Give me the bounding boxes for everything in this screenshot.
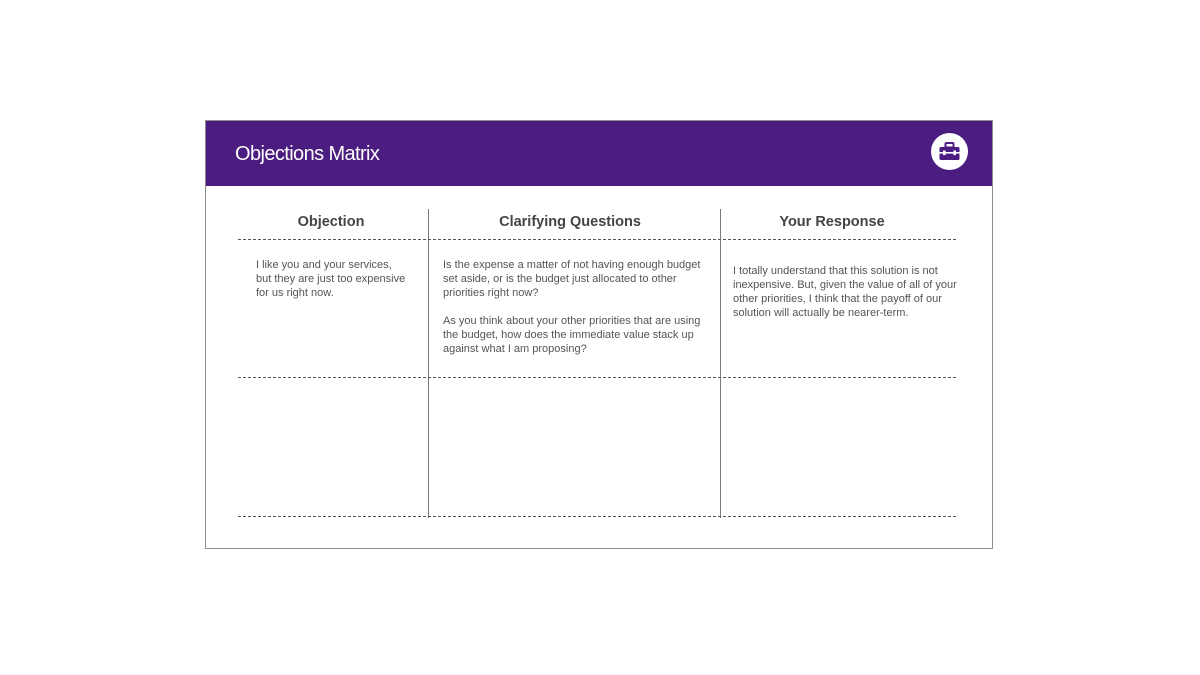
column-header-objection: Objection — [297, 214, 365, 230]
cell-your-response: I totally understand that this solution is not inexpensive. But, given the value of all of your other priorities, I think that the payoff of our solution will actually be nearer-term. — [733, 265, 957, 319]
cell-clarifying-questions — [443, 258, 708, 356]
objections-matrix-card — [205, 120, 993, 549]
page-title: Objections Matrix — [235, 143, 380, 165]
cell-objection: I like you and your services, but they are just too expensive for us right now. — [256, 259, 406, 299]
header-bar — [206, 121, 992, 186]
clarifying-question: Is the expense a matter of not having enough budget set aside, or is the budget just allocated to other priorities right now? — [443, 259, 701, 299]
row-separator — [238, 516, 956, 517]
column-divider — [720, 209, 721, 518]
toolbox-icon — [931, 133, 968, 170]
row-separator — [238, 239, 956, 240]
column-divider — [428, 209, 429, 518]
row-separator — [238, 377, 956, 378]
clarifying-question: As you think about your other priorities that are using the budget, how does the immediate value stack up against what I am proposing? — [443, 315, 701, 355]
column-header-your-response: Your Response — [779, 214, 885, 230]
column-header-clarifying-questions: Clarifying Questions — [499, 214, 641, 230]
